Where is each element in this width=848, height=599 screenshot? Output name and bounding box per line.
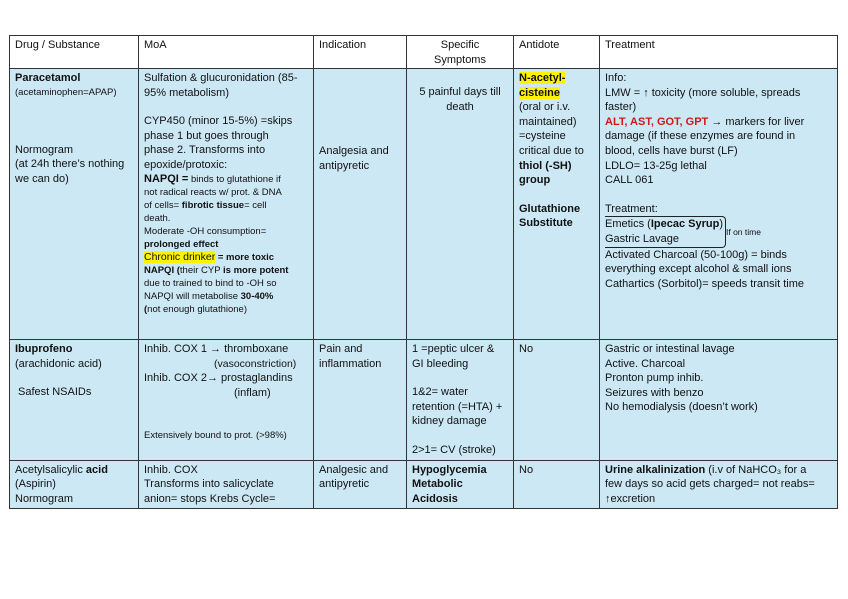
drug-line: (Aspirin) — [15, 478, 56, 491]
drug-name: Ibuprofeno — [15, 343, 73, 355]
moa-line: Inhib. COX — [144, 463, 198, 476]
drug-line: Normogram — [15, 492, 74, 505]
header-table — [9, 35, 838, 70]
symptom-line: retention (=HTA) + — [412, 400, 503, 413]
antidote-line: maintained) — [519, 115, 577, 128]
header-antidote: Antidote — [514, 36, 600, 70]
brace-icon — [605, 216, 726, 247]
symptom-line: death — [446, 100, 474, 113]
treatment-line: LMW = ↑ toxicity (more soluble, spreads — [605, 86, 801, 99]
moa-line: due to trained to bind to -OH so — [144, 277, 277, 289]
treatment-line: blood, cells have burst (LF) — [605, 144, 738, 157]
cell-paracetamol-antidote — [514, 69, 600, 340]
antidote-line: =cysteine — [519, 130, 566, 143]
symptom-line: Hypoglycemia — [412, 463, 487, 476]
symptom-line: 2>1= CV (stroke) — [412, 443, 496, 456]
header-moa: MoA — [139, 36, 314, 70]
drug-line: (arachidonic acid) — [15, 357, 102, 370]
drug-alt-name: (acetaminophen=APAP) — [15, 86, 117, 98]
moa-napqi-line — [144, 173, 308, 186]
moa-line: phase 1 but goes through — [144, 129, 269, 142]
indication-line: Analgesia and — [319, 145, 389, 157]
moa-line: Inhib. COX 1 → thromboxane — [144, 343, 289, 355]
moa-line: (inflam) — [234, 386, 271, 399]
table-row-paracetamol — [10, 69, 838, 340]
drug-name-line — [15, 463, 133, 478]
treatment-line: Active. Charcoal — [605, 357, 686, 370]
symptom-line: kidney damage — [412, 415, 487, 428]
cell-aspirin-drug — [10, 460, 139, 509]
treatment-line: everything except alcohol & small ions — [605, 263, 792, 276]
symptom-line: 1&2= water — [412, 386, 468, 399]
antidote-name-2 — [519, 86, 594, 101]
moa-text: not enough glutathione) — [147, 303, 248, 315]
moa-line: (vasoconstriction) — [214, 357, 297, 370]
header-indication: Indication — [314, 36, 407, 70]
indication-line: inflammation — [319, 357, 382, 370]
emetics-group — [605, 216, 832, 247]
cell-aspirin-indication — [314, 460, 407, 509]
indication-line: Analgesic and — [319, 463, 389, 476]
treatment-text: ) — [719, 218, 723, 231]
more-potent-label: is more potent — [223, 264, 289, 276]
symptom-line: GI bleeding — [412, 357, 469, 370]
moa-line: Inhib. COX 2→ prostaglandins — [144, 372, 293, 385]
indication-line: antipyretic — [319, 478, 370, 491]
antidote-glutathione: Glutathione — [519, 202, 581, 215]
napqi-label: NAPQI = — [144, 172, 189, 185]
treatment-heading: Treatment: — [605, 202, 658, 215]
antidote-highlight: N-acetyl- — [519, 72, 566, 84]
indication-line: antipyretic — [319, 159, 370, 172]
drug-text: Acetylsalicylic — [15, 463, 86, 476]
drug-table — [9, 68, 838, 509]
treatment-text: (i.v of NaHCO₃ for a — [705, 463, 807, 476]
symptom-line: 5 painful days till — [419, 86, 501, 98]
cell-ibuprofen-antidote — [514, 340, 600, 461]
normogram-label: Normogram — [15, 143, 74, 156]
moa-line: epoxide/protoxic: — [144, 158, 228, 171]
napqi-cyp-line — [144, 264, 308, 277]
header-drug: Drug / Substance — [10, 36, 139, 70]
more-toxic-label: = more toxic — [215, 251, 275, 263]
antidote-group: group — [519, 174, 551, 187]
moa-line: anion= stops Krebs Cycle= — [144, 492, 276, 505]
percentage-label: 30-40% — [240, 290, 274, 302]
moa-line: death. — [144, 212, 171, 224]
cell-paracetamol-treatment — [600, 69, 838, 340]
enzymes-line — [605, 115, 832, 130]
moa-line: 95% metabolism) — [144, 86, 229, 99]
cell-aspirin-treatment — [600, 460, 838, 509]
antidote-value: No — [519, 463, 534, 476]
treatment-line: Gastric Lavage — [605, 232, 679, 245]
cell-aspirin-symptoms — [407, 460, 514, 509]
treatment-line: Pronton pump inhib. — [605, 372, 704, 385]
moa-text: their CYP — [179, 264, 224, 276]
antidote-name — [519, 71, 594, 86]
moa-text: ( — [144, 303, 148, 315]
urine-alkalinization-label: Urine alkalinization — [605, 463, 706, 476]
moa-line: Transforms into salicyclate — [144, 478, 274, 491]
drug-acid-label: acid — [85, 463, 108, 476]
treatment-line: LDLO= 13-25g lethal — [605, 159, 707, 172]
indication-line: Pain and — [319, 343, 363, 355]
header-symptoms-label: Specific Symptoms — [434, 39, 486, 66]
emetics-line — [605, 217, 723, 232]
if-on-time-note: If on time — [726, 226, 761, 237]
normogram-note-2: we can do) — [15, 172, 69, 185]
prolonged-effect: prolonged effect — [144, 238, 219, 250]
antidote-value: No — [519, 343, 534, 355]
treatment-line: few days so acid gets charged= not reabs= — [605, 478, 815, 491]
symptom-line: Metabolic — [412, 478, 463, 491]
treatment-line: ↑excretion — [605, 492, 656, 505]
header-treatment: Treatment — [600, 36, 838, 70]
moa-line: CYP450 (minor 15-5%) =skips — [144, 115, 293, 128]
cell-ibuprofen-symptoms — [407, 340, 514, 461]
treatment-line: Info: — [605, 72, 627, 84]
treatment-line: faster) — [605, 101, 637, 114]
treatment-line: No hemodialysis (doesn’t work) — [605, 401, 758, 414]
normogram-note: (at 24h there’s nothing — [15, 158, 125, 171]
treatment-line: damage (if these enzymes are found in — [605, 130, 796, 143]
antidote-substitute: Substitute — [519, 217, 573, 230]
header-row — [10, 36, 838, 70]
moa-text: binds to glutathione if — [188, 173, 281, 185]
cell-ibuprofen-indication — [314, 340, 407, 461]
cell-aspirin-antidote — [514, 460, 600, 509]
cell-ibuprofen-moa — [139, 340, 314, 461]
cell-paracetamol-drug — [10, 69, 139, 340]
cell-aspirin-moa — [139, 460, 314, 509]
treatment-line: Cathartics (Sorbitol)= speeds transit time — [605, 277, 804, 290]
treatment-line: Gastric or intestinal lavage — [605, 343, 735, 355]
symptom-line: 1 =peptic ulcer & — [412, 343, 495, 355]
liver-enzymes: ALT, AST, GOT, GPT — [605, 115, 709, 128]
table-row-aspirin — [10, 460, 838, 509]
moa-text: = cell — [244, 199, 267, 211]
table-row-ibuprofen — [10, 340, 838, 461]
metabolise-line — [144, 290, 308, 303]
moa-fibrotic-line — [144, 199, 308, 212]
antidote-line: (oral or i.v. — [519, 101, 571, 114]
cell-ibuprofen-drug — [10, 340, 139, 461]
drug-line: Safest NSAIDs — [18, 386, 92, 399]
moa-text: of cells= — [144, 199, 180, 211]
glutathione-line — [144, 303, 308, 316]
moa-text: NAPQI will metabolise — [144, 290, 241, 302]
napqi-label-2: NAPQI ( — [144, 264, 180, 276]
chronic-drinker-highlight: Chronic drinker — [144, 250, 216, 263]
treatment-line: CALL 061 — [605, 174, 654, 187]
moa-line: Moderate -OH consumption= — [144, 225, 267, 237]
cell-paracetamol-indication — [314, 69, 407, 340]
treatment-text: → markers for liver — [708, 115, 805, 128]
antidote-highlight: cisteine — [519, 86, 560, 99]
moa-line: not radical reacts w/ prot. & DNA — [144, 186, 282, 198]
drug-name: Paracetamol — [15, 72, 81, 84]
cell-ibuprofen-treatment — [600, 340, 838, 461]
treatment-line: Seizures with benzo — [605, 386, 704, 399]
header-symptoms — [407, 36, 514, 70]
moa-line: Sulfation & glucuronidation (85- — [144, 72, 298, 84]
ipecac-label: Ipecac Syrup — [650, 218, 720, 231]
treatment-line: Activated Charcoal (50-100g) = binds — [605, 248, 787, 261]
chronic-drinker-line — [144, 251, 308, 264]
moa-line: phase 2. Transforms into — [144, 144, 266, 157]
treatment-text: Emetics ( — [605, 218, 651, 231]
moa-line: Extensively bound to prot. (>98%) — [144, 430, 287, 442]
symptom-line: Acidosis — [412, 492, 458, 505]
fibrotic-label: fibrotic tissue — [179, 199, 245, 211]
cell-paracetamol-symptoms — [407, 69, 514, 340]
antidote-line: critical due to — [519, 144, 584, 157]
cell-paracetamol-moa — [139, 69, 314, 340]
antidote-thiol: thiol (-SH) — [519, 159, 572, 172]
urine-alkalinization-line — [605, 463, 832, 478]
